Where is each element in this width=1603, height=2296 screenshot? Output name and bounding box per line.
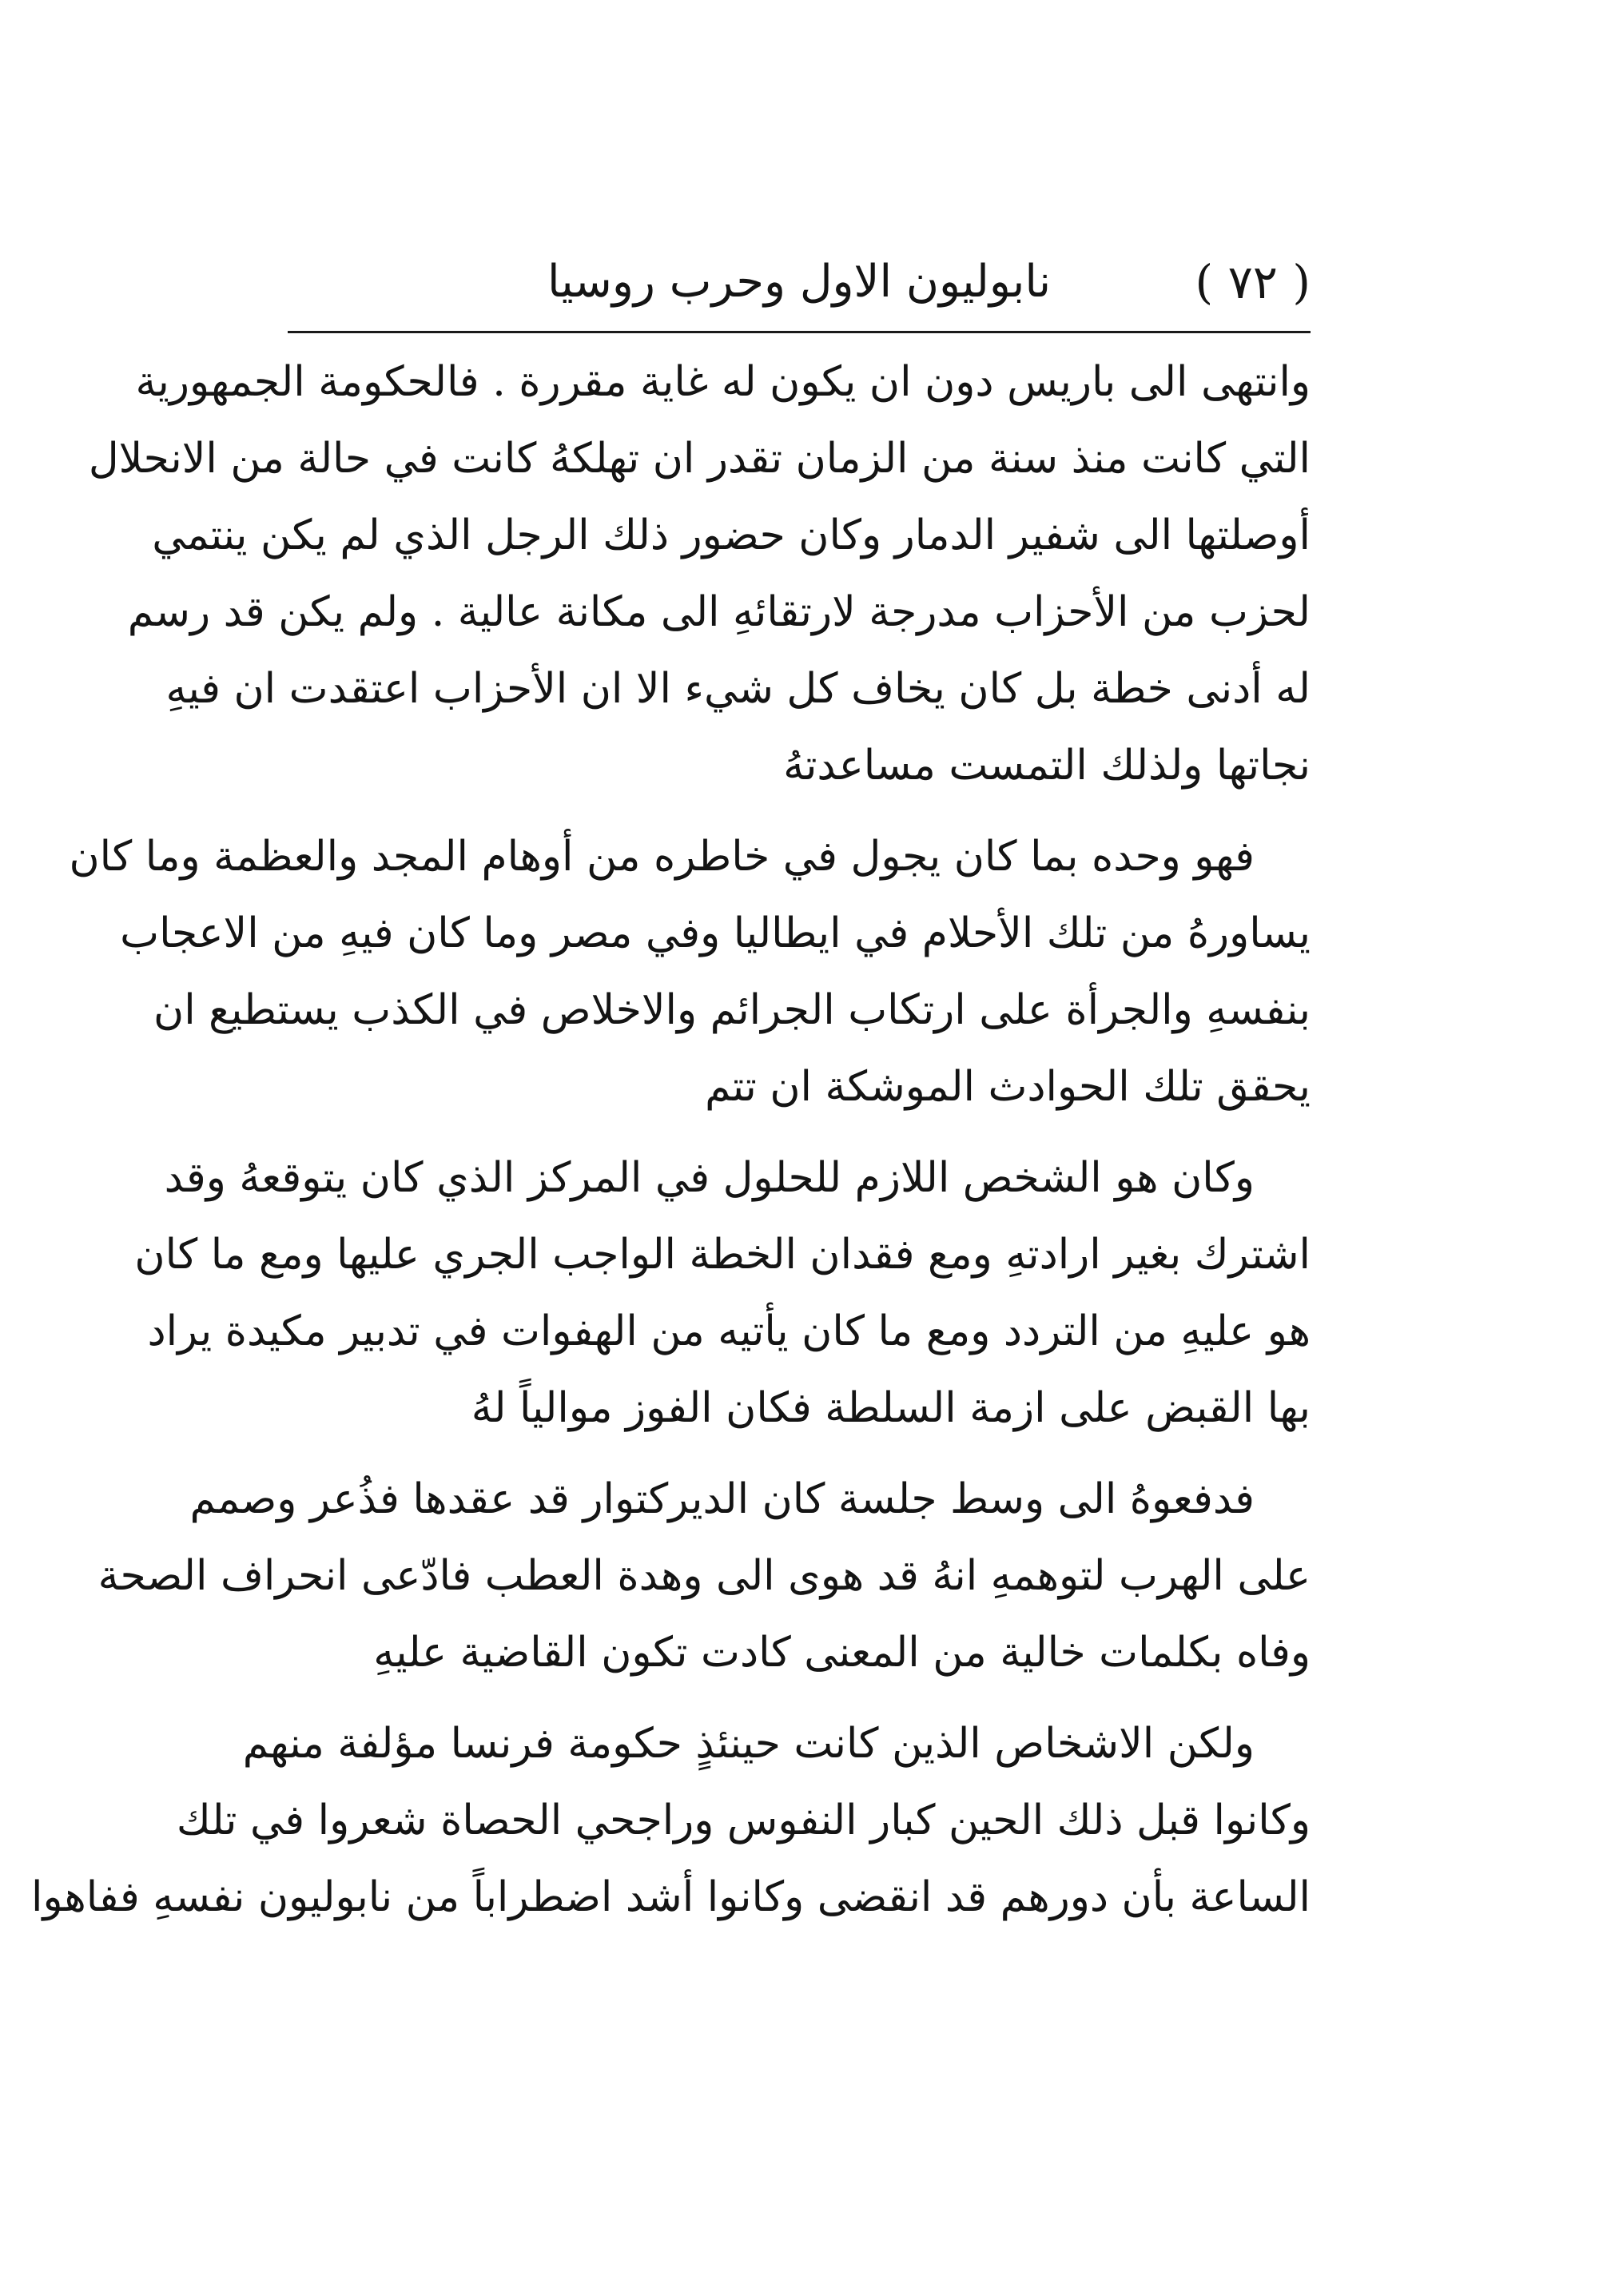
text-line: وانتهى الى باريس دون ان يكون له غاية مقررة . فالحكومة الجمهورية — [135, 358, 1311, 406]
text-line: وكانوا قبل ذلك الحين كبار النفوس وراجحي الحصاة شعروا في تلك — [176, 1797, 1311, 1844]
paragraph — [69, 818, 1311, 1125]
text-line: نجاتها ولذلك التمست مساعدتهُ — [783, 742, 1311, 790]
header-rule — [288, 331, 1311, 333]
text-line: بها القبض على ازمة السلطة فكان الفوز موالياً لهُ — [471, 1384, 1311, 1432]
text-line: وفاه بكلمات خالية من المعنى كادت تكون القاضية عليهِ — [373, 1629, 1311, 1677]
text-line: له أدنى خطة بل كان يخاف كل شيء الا ان الأحزاب اعتقدت ان فيهِ — [165, 665, 1311, 713]
text-line: فهو وحده بما كان يجول في خاطره من أوهام المجد والعظمة وما كان — [69, 833, 1255, 881]
text-line: اشترك بغير ارادتهِ ومع فقدان الخطة الواجب الجري عليها ومع ما كان — [134, 1231, 1311, 1279]
paragraph — [134, 1140, 1311, 1446]
paragraph — [31, 1705, 1311, 1936]
text-line: يساورهُ من تلك الأحلام في ايطاليا وفي مصر وما كان فيهِ من الاعجاب — [120, 909, 1311, 957]
text-line: هو عليهِ من التردد ومع ما كان يأتيه من الهفوات في تدبير مكيدة يراد — [147, 1307, 1311, 1355]
text-line: فدفعوهُ الى وسط جلسة كان الديركتوار قد عقدها فذُعر وصمم — [189, 1475, 1255, 1523]
text-line: ولكن الاشخاص الذين كانت حينئذٍ حكومة فرنسا مؤلفة منهم — [242, 1720, 1255, 1768]
text-line: على الهرب لتوهمهِ انهُ قد هوى الى وهدة العطب فادّعى انحراف الصحة — [97, 1552, 1311, 1600]
body-text — [31, 344, 1311, 1936]
text-line: لحزب من الأحزاب مدرجة لارتقائهِ الى مكانة عالية . ولم يكن قد رسم — [127, 588, 1311, 636]
text-line: بنفسهِ والجرأة على ارتكاب الجرائم والاخلاص في الكذب يستطيع ان — [153, 986, 1311, 1034]
paragraph — [88, 344, 1311, 804]
paragraph — [97, 1461, 1311, 1691]
text-line: يحقق تلك الحوادث الموشكة ان تتم — [705, 1063, 1311, 1111]
text-line: الساعة بأن دورهم قد انقضى وكانوا أشد اضطراباً من نابوليون نفسهِ ففاهوا — [31, 1873, 1311, 1921]
running-head — [288, 240, 1311, 328]
page-number: ( ٧٢ ) — [1195, 255, 1311, 309]
running-title: نابوليون الاول وحرب روسيا — [547, 256, 1052, 308]
text-line: وكان هو الشخص اللازم للحلول في المركز الذي كان يتوقعهُ وقد — [164, 1154, 1255, 1202]
text-line: أوصلتها الى شفير الدمار وكان حضور ذلك الرجل الذي لم يكن ينتمي — [152, 511, 1311, 559]
text-line: التي كانت منذ سنة من الزمان تقدر ان تهلكهُ كانت في حالة من الانحلال — [88, 435, 1311, 483]
